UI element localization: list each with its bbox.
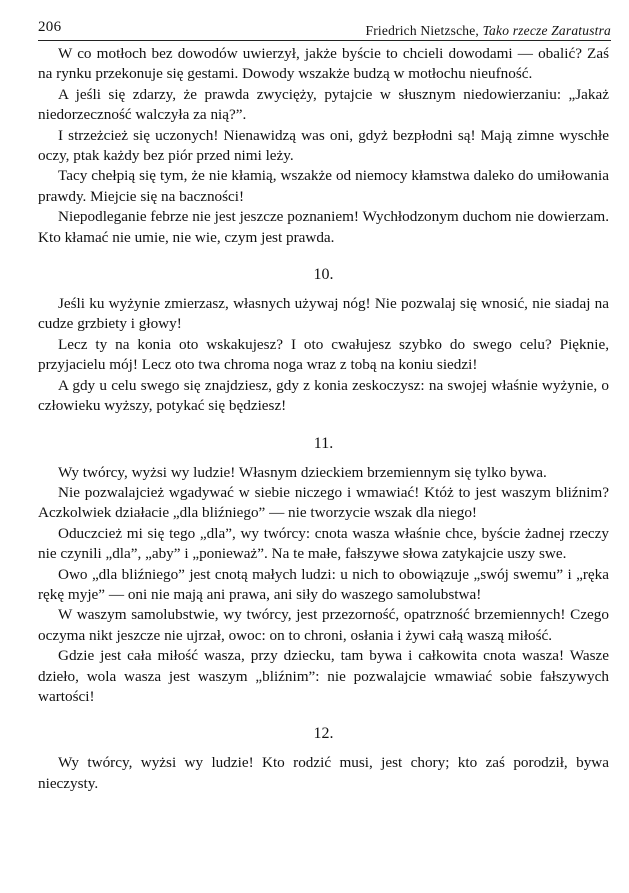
paragraph: Jeśli ku wyżynie zmierzasz, własnych używaj nóg! Nie pozwalaj się wnosić, nie siadaj na cudze grzbiety i głowy!	[38, 295, 609, 333]
paragraph: Wy twórcy, wyżsi wy ludzie! Własnym dzieckiem brzemiennym się tylko bywa.	[58, 463, 547, 481]
section-heading: 11.	[313, 434, 334, 452]
section-heading: 10.	[313, 266, 334, 284]
paragraph: Tacy chełpią się tym, że nie kłamią, wszakże od niemocy kłamstwa daleko do umiłowania prawdy. Miejcie się na baczności!	[38, 167, 609, 205]
paragraph: Niepodleganie febrze nie jest jeszcze poznaniem! Wychłodzonym duchom nie dowierzam. Kto kłamać nie umie, nie wie, czym jest prawda.	[38, 208, 609, 246]
paragraph: Oduczcież mi się tego „dla”, wy twórcy: cnota wasza właśnie chce, byście żadnej rzeczy nie czynili „dla”, „aby” i „ponieważ”. Na te małe, fałszywe słowa zatykajcie uszy swe.	[38, 524, 609, 563]
paragraph: Wy twórcy, wyżsi wy ludzie! Kto rodzić musi, jest chory; kto zaś porodził, bywa nieczysty.	[38, 754, 609, 792]
paragraph: Owo „dla bliźniego” jest cnotą małych ludzi: u nich to obowiązuje „swój swemu” i „ręka rękę myje” — oni nie mają ani prawa, ani siły do waszego samolubstwa!	[38, 565, 609, 603]
body-text	[38, 44, 609, 794]
paragraph: A gdy u celu swego się znajdziesz, gdy z konia zeskoczysz: na swojej właśnie wyżynie, o człowieku wyższy, potykać się będziesz!	[38, 376, 609, 415]
paragraph: Gdzie jest cała miłość wasza, przy dziecku, tam bywa i całkowita cnota wasza! Wasze dzieło, wola wasza jest waszym „bliźnim”: nie pozwalajcie wmawiać sobie fałszywych wartości!	[38, 647, 609, 705]
section-heading: 12.	[313, 725, 334, 743]
paragraph: Lecz ty na konia oto wskakujesz? I oto cwałujesz szybko do swego celu? Pięknie, przyjacielu mój! Lecz oto twa chroma noga wraz z tobą na koniu siedzi!	[38, 335, 609, 374]
running-title	[366, 23, 611, 39]
paragraph: W co motłoch bez dowodów uwierzył, jakże byście to chcieli dowodami — obalić? Zaś na rynku przekonuje się gestami. Dowody wszakże budzą w motłochu nieufność.	[38, 45, 609, 83]
page-number: 206	[38, 19, 62, 35]
book-title: Tako rzecze Zaratustra	[482, 23, 611, 38]
paragraph: Nie pozwalajcież wgadywać w siebie niczego i wmawiać! Któż to jest waszym bliźnim? Aczkolwiek działacie „dla bliźniego” — nie tworzycie wszak dla niego!	[38, 483, 609, 522]
paragraph: I strzeżcież się uczonych! Nienawidzą was oni, gdyż bezpłodni są! Mają zimne wyschłe oczy, ptak każdy bez piór przed nimi leży.	[38, 126, 609, 165]
paragraph: A jeśli się zdarzy, że prawda zwycięży, pytajcie w słusznym niedowierzaniu: „Jakaż niedorzeczność walczyła za nią?”.	[38, 85, 609, 124]
paragraph: W waszym samolubstwie, wy twórcy, jest przezorność, opatrzność brzemiennych! Czego oczyma nikt jeszcze nie ujrzał, owoc: on to chroni, osłania i żywi całą waszą miłość.	[38, 606, 609, 644]
author-name: Friedrich Nietzsche,	[365, 23, 479, 38]
running-header	[38, 14, 611, 41]
